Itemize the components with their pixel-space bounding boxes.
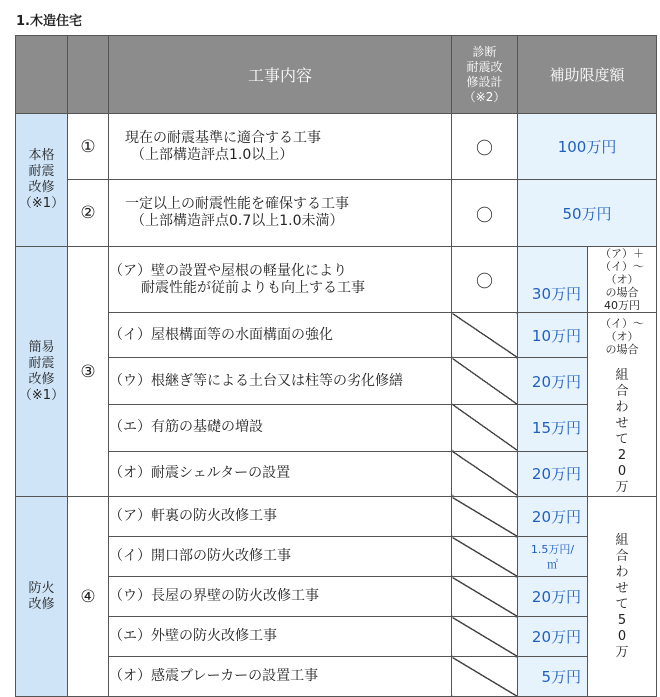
note-line: （イ）～（オ）	[600, 317, 644, 343]
category-honkaku	[16, 114, 68, 247]
work-description	[109, 617, 452, 657]
desc-line: （オ）感震ブレーカーの設置工事	[109, 668, 319, 684]
combo-note-a	[588, 247, 657, 313]
amount-cell: 20万円	[518, 497, 588, 537]
table-row	[16, 617, 657, 657]
amount-cell: 20万円	[518, 358, 588, 405]
category-label-line: 改修	[28, 596, 55, 612]
work-description	[109, 451, 452, 496]
combo-text: 組合わせて50万	[615, 532, 629, 660]
desc-line: （エ）外壁の防火改修工事	[109, 628, 277, 644]
amount-cell: 50万円	[518, 180, 657, 247]
section-title: 1.木造住宅	[16, 14, 82, 29]
table-row	[16, 114, 657, 180]
row-number: ③	[68, 247, 109, 497]
category-boka	[16, 497, 68, 697]
desc-line: （ウ）根継ぎ等による土台又は柱等の劣化修繕	[109, 372, 403, 389]
category-label-line: 簡易	[28, 339, 55, 355]
amount-cell: 5万円	[518, 657, 588, 697]
combo-text: 組合わせて20万	[615, 368, 629, 495]
design-mark: 〇	[452, 247, 518, 313]
amount-cell: 20万円	[518, 577, 588, 617]
header-amount: 補助限度額	[518, 36, 657, 114]
header-design-line: （※2）	[463, 89, 506, 104]
amount-cell: 30万円	[518, 247, 588, 313]
work-description	[109, 497, 452, 537]
category-label-line: 防火	[28, 580, 55, 596]
subsidy-table	[15, 35, 657, 697]
row-number: ①	[68, 114, 109, 180]
category-label-line: 耐震	[28, 355, 55, 371]
header-design	[452, 36, 518, 114]
note-line: 40万円	[604, 299, 640, 312]
desc-line: （ウ）長屋の界壁の防火改修工事	[109, 588, 319, 604]
desc-line: 一定以上の耐震性能を確保する工事	[125, 196, 349, 212]
not-applicable-slash	[452, 358, 518, 405]
category-label-line: 改修	[28, 371, 55, 387]
amount-cell: 10万円	[518, 313, 588, 358]
amount-cell: 100万円	[518, 114, 657, 180]
table-row	[16, 577, 657, 617]
desc-line: 耐震性能が従前よりも向上する工事	[141, 279, 365, 296]
desc-line: 現在の耐震基準に適合する工事	[125, 129, 321, 146]
header-design-line: 修設計	[466, 74, 503, 89]
not-applicable-slash	[452, 313, 518, 358]
desc-line: （ア）壁の設置や屋根の軽量化により	[109, 262, 347, 279]
category-label-line: 改修	[28, 180, 55, 195]
desc-line: （エ）有筋の基礎の増設	[109, 419, 263, 436]
not-applicable-slash	[452, 657, 518, 697]
category-label-line: （※1）	[18, 387, 65, 403]
desc-line: （オ）耐震シェルターの設置	[109, 465, 291, 482]
note-line: の場合	[605, 343, 639, 356]
desc-line: （イ）開口部の防火改修工事	[109, 548, 291, 564]
amount-cell: 20万円	[518, 617, 588, 657]
work-description	[109, 247, 452, 313]
not-applicable-slash	[452, 404, 518, 451]
work-description	[109, 114, 452, 180]
combo-note-c	[588, 497, 657, 697]
amount-cell: 15万円	[518, 404, 588, 451]
work-description	[109, 313, 452, 358]
table-row	[16, 404, 657, 451]
note-line: （ア）＋	[600, 247, 644, 260]
header-design-line: 診断	[472, 44, 497, 59]
note-line: （イ）～（オ）	[600, 260, 644, 286]
not-applicable-slash	[452, 451, 518, 496]
category-label-line: 耐震	[28, 164, 55, 179]
header-blank-category	[16, 36, 68, 114]
work-description	[109, 404, 452, 451]
work-description	[109, 657, 452, 697]
table-row	[16, 247, 657, 313]
work-description	[109, 358, 452, 405]
work-description	[109, 180, 452, 247]
table-row	[16, 657, 657, 697]
table-row	[16, 313, 657, 358]
table-row	[16, 180, 657, 247]
not-applicable-slash	[452, 617, 518, 657]
not-applicable-slash	[452, 577, 518, 617]
amount-cell: 1.5万円/㎡	[518, 537, 588, 577]
desc-line: （上部構造評点0.7以上1.0未満）	[131, 213, 344, 229]
desc-line: （イ）屋根構面等の水面構面の強化	[109, 326, 333, 343]
not-applicable-slash	[452, 497, 518, 537]
table-header-row	[16, 36, 657, 114]
row-number: ④	[68, 497, 109, 697]
design-mark: 〇	[452, 114, 518, 180]
category-kani	[16, 247, 68, 497]
design-mark: 〇	[452, 180, 518, 247]
header-design-line: 耐震改	[466, 59, 503, 74]
note-line: の場合	[605, 286, 639, 299]
row-number: ②	[68, 180, 109, 247]
combo-note-b	[588, 313, 657, 497]
category-label-line: 本格	[28, 148, 55, 163]
table-row	[16, 358, 657, 405]
header-work: 工事内容	[109, 36, 452, 114]
work-description	[109, 577, 452, 617]
amount-cell: 20万円	[518, 451, 588, 496]
not-applicable-slash	[452, 537, 518, 577]
header-blank-number	[68, 36, 109, 114]
category-label-line: （※1）	[18, 196, 65, 211]
work-description	[109, 537, 452, 577]
table-row	[16, 497, 657, 537]
table-row	[16, 451, 657, 496]
desc-line: （上部構造評点1.0以上）	[131, 146, 294, 163]
table-row	[16, 537, 657, 577]
desc-line: （ア）軒裏の防火改修工事	[109, 508, 277, 524]
